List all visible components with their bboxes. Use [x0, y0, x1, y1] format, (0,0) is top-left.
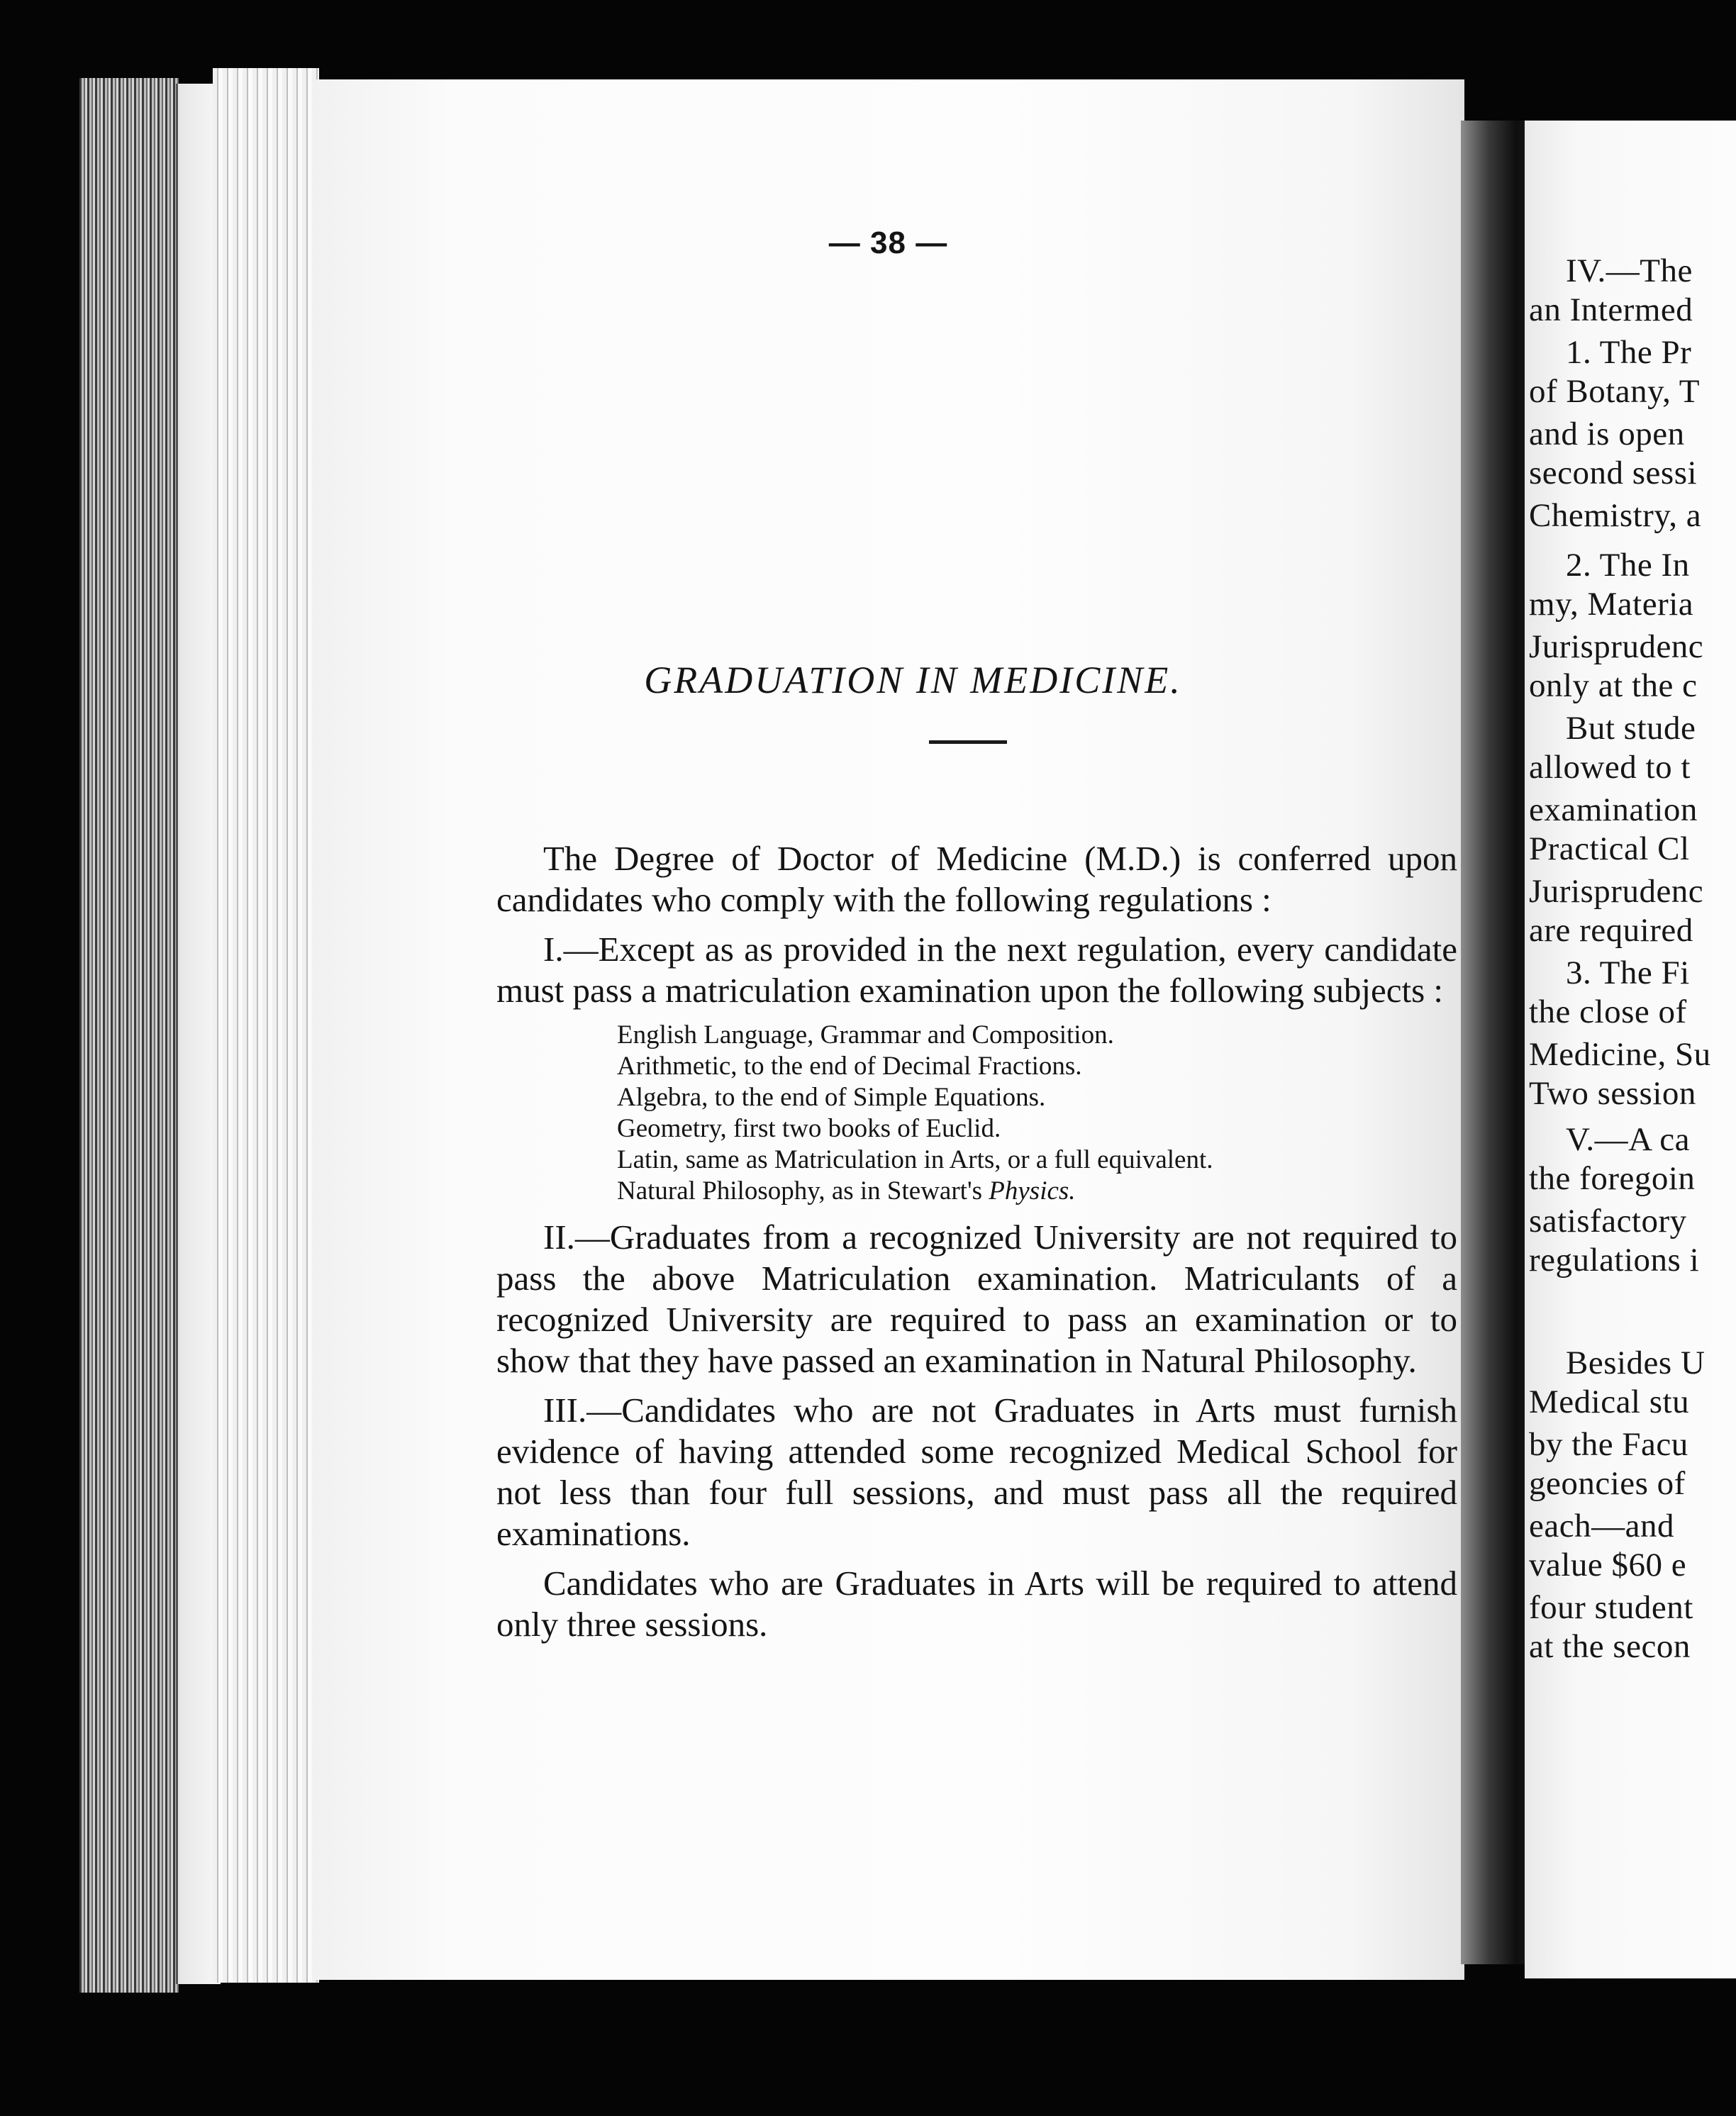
subject-natural-philosophy: Natural Philosophy, as in Stewart's [617, 1176, 983, 1205]
section-heading: GRADUATION IN MEDICINE. [644, 659, 1182, 701]
heading-rule [929, 740, 1007, 744]
right-page-line: 1. The Pr [1566, 334, 1692, 371]
right-page-line: and is open [1529, 416, 1685, 452]
book-title: Physics. [989, 1176, 1076, 1205]
regulation-2: II.—Graduates from a recognized University are not required to pass the above Matriculation examination. Matriculants of a recognized University are required to pass an examination or to show that they have passed an examination in Natural Philosophy. [496, 1218, 1457, 1380]
body-text [496, 838, 1457, 1654]
subject-item: English Language, Grammar and Composition. [617, 1020, 1114, 1049]
right-page-line: 3. The Fi [1566, 954, 1690, 991]
subject-item: Latin, same as Matriculation in Arts, or a full equivalent. [617, 1145, 1213, 1174]
right-page-line: Besides U [1566, 1344, 1706, 1381]
right-page-line: an Intermed [1529, 291, 1693, 328]
subject-list [617, 1020, 1457, 1207]
right-page-line: geoncies of [1529, 1465, 1686, 1502]
right-page-line: IV.—The [1566, 252, 1693, 289]
right-page-line: V.—A ca [1566, 1121, 1690, 1158]
right-page-line: allowed to t [1529, 749, 1691, 786]
subject-item: Arithmetic, to the end of Decimal Fractions. [617, 1052, 1082, 1081]
page-stack-edges [79, 78, 179, 1993]
subject-item: Geometry, first two books of Euclid. [617, 1114, 1001, 1143]
page-number: — 38 — [828, 225, 948, 260]
right-page-line: Medicine, Su [1529, 1036, 1711, 1073]
intro-paragraph: The Degree of Doctor of Medicine (M.D.) is conferred upon candidates who comply with the following regulations : [496, 839, 1457, 919]
right-page-line: each—and [1529, 1508, 1674, 1544]
right-page-line: value $60 e [1529, 1547, 1687, 1583]
page-sheets [213, 68, 319, 1983]
right-page-line: by the Facu [1529, 1426, 1688, 1463]
right-page-line: Chemistry, a [1529, 497, 1702, 534]
regulation-1: I.—Except as as provided in the next regulation, every candidate must pass a matriculation examination upon the following subjects : [496, 930, 1457, 1010]
right-page-line: my, Materia [1529, 586, 1694, 623]
right-page-line: of Botany, T [1529, 373, 1700, 410]
right-page-line: Jurisprudenc [1529, 628, 1704, 665]
right-page-line: the close of [1529, 993, 1687, 1030]
regulation-3: III.—Candidates who are not Graduates in Arts must furnish evidence of having attended some recognized Medical School for not less than four full sessions, and must pass all the required examinations. [496, 1391, 1457, 1553]
right-page-line: 2. The In [1566, 547, 1690, 584]
left-page [312, 79, 1464, 1980]
right-page-line: four student [1529, 1589, 1693, 1626]
subject-item [617, 1176, 1457, 1207]
right-page-line: only at the c [1529, 667, 1698, 704]
right-page-line: at the secon [1529, 1628, 1691, 1665]
right-page [1525, 121, 1736, 1978]
subject-item: Algebra, to the end of Simple Equations. [617, 1083, 1046, 1112]
right-page-line: Practical Cl [1529, 830, 1690, 867]
regulation-3-note: Candidates who are Graduates in Arts will be required to attend only three sessions. [496, 1564, 1457, 1644]
right-page-line: examination [1529, 791, 1698, 828]
right-page-line: satisfactory [1529, 1203, 1687, 1240]
right-page-line: the foregoin [1529, 1160, 1696, 1197]
right-page-line: But stude [1566, 710, 1696, 747]
right-page-line: are required [1529, 912, 1693, 949]
right-page-line: Jurisprudenc [1529, 873, 1704, 910]
right-page-line: regulations i [1529, 1242, 1700, 1279]
right-page-line: second sessi [1529, 455, 1698, 491]
right-page-line: Two session [1529, 1075, 1696, 1112]
right-page-line: Medical stu [1529, 1383, 1690, 1420]
